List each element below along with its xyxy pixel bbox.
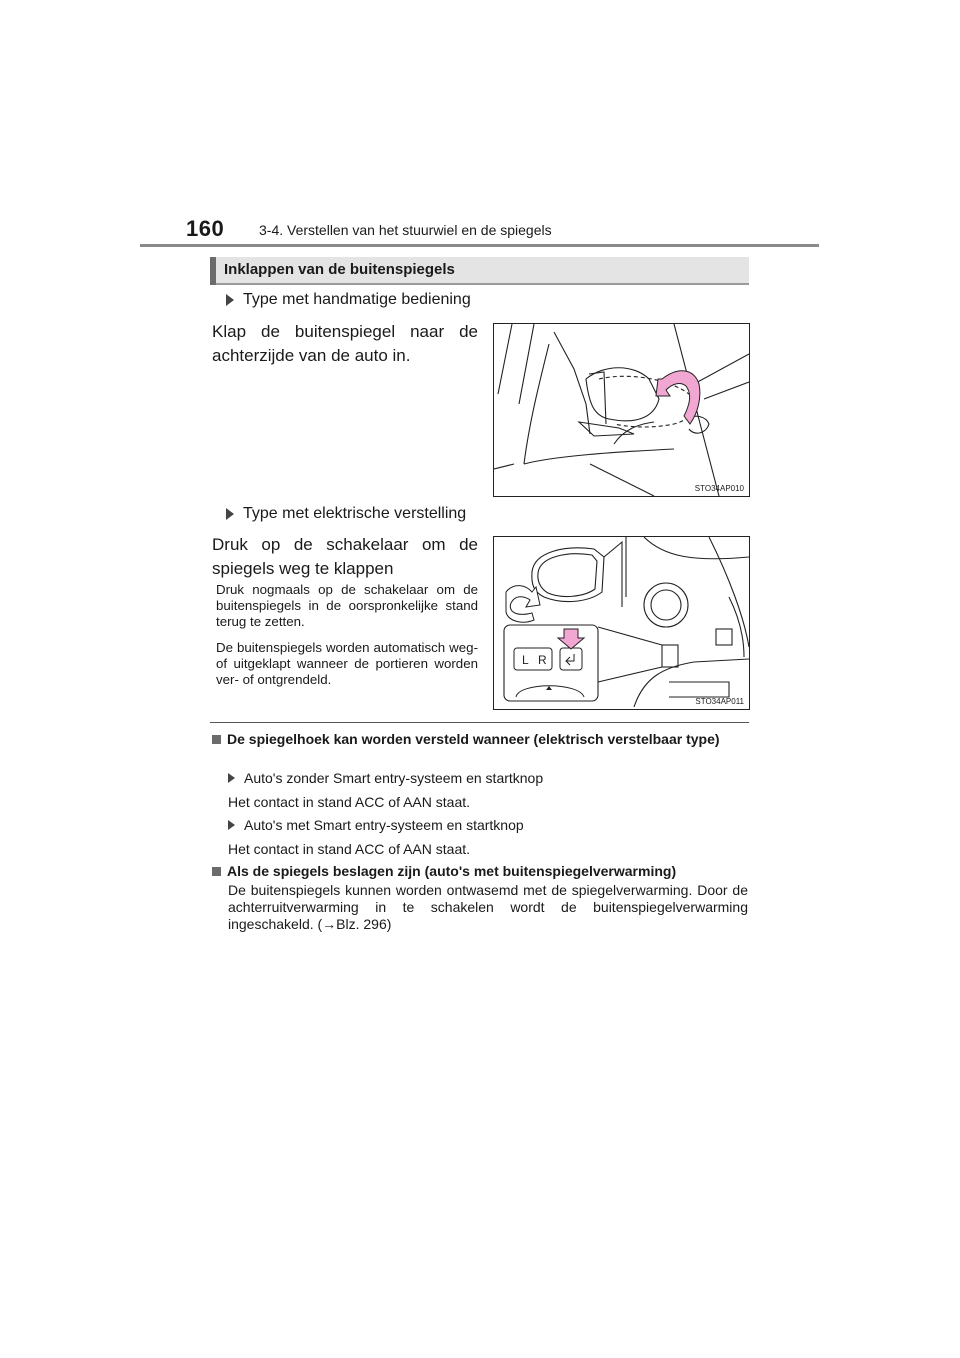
switch-label-left: L	[522, 653, 529, 667]
chapter-title: 3-4. Verstellen van het stuurwiel en de spiegels	[259, 222, 552, 238]
square-bullet-icon	[212, 867, 221, 876]
figure-code: STO34AP010	[694, 484, 744, 493]
info-divider	[210, 722, 749, 723]
triangle-bullet-icon	[226, 294, 234, 306]
manual-mirror-figure	[493, 323, 750, 497]
electric-instruction: Druk op de schakelaar om de spiegels weg te klappen	[212, 535, 478, 578]
header-divider	[140, 244, 819, 247]
section-marker	[210, 257, 216, 285]
info-sub-2-text: Auto's met Smart entry-systeem en startknop	[244, 817, 524, 833]
electric-type-heading	[226, 505, 466, 523]
power-fold-switch-illustration	[494, 537, 749, 709]
manual-type-heading	[226, 291, 471, 309]
page-number: 160	[186, 216, 225, 241]
manual-type-label: Type met handmatige bediening	[243, 291, 471, 308]
triangle-bullet-icon	[226, 508, 234, 520]
info-title-2-text: Als de spiegels beslagen zijn (auto's met buitenspiegelverwarming)	[227, 863, 677, 879]
info-sub-1	[228, 770, 543, 786]
electric-note-1: Druk nogmaals op de schakelaar om de buitenspiegels in de oorspronkelijke stand terug te zetten.	[216, 582, 478, 629]
electric-note-2: De buitenspiegels worden automatisch weg- of uitgeklapt wanneer de portieren worden ver- of ontgrendeld.	[216, 640, 478, 687]
switch-label-right: R	[538, 653, 547, 667]
info-sub-1-text: Auto's zonder Smart entry-systeem en startknop	[244, 770, 544, 786]
info-title-1-text: De spiegelhoek kan worden versteld wanneer (elektrisch verstelbaar type)	[227, 731, 720, 747]
manual-instruction: Klap de buitenspiegel naar de achterzijde van de auto in.	[212, 322, 478, 365]
section-heading	[210, 257, 749, 285]
triangle-bullet-icon	[228, 820, 235, 830]
folding-mirror-illustration	[494, 324, 749, 496]
info-title-1	[212, 731, 749, 748]
info-sub-2	[228, 817, 524, 833]
info-title-2	[212, 863, 749, 880]
electric-type-label: Type met elektrische verstelling	[243, 505, 467, 522]
info-text-1: Het contact in stand ACC of AAN staat.	[228, 794, 471, 810]
info-text-2: Het contact in stand ACC of AAN staat.	[228, 841, 471, 857]
triangle-bullet-icon	[228, 773, 235, 783]
figure-code: STO34AP011	[695, 697, 744, 706]
square-bullet-icon	[212, 735, 221, 744]
electric-mirror-figure	[493, 536, 750, 710]
info-text-3: De buitenspiegels kunnen worden ontwasemd met de spiegelverwarming. Door de achterruitverwarming in te schakelen wordt de buitenspiegelverwarming ingeschakeld. (→Blz. 296)	[228, 882, 748, 932]
section-title: Inklappen van de buitenspiegels	[224, 261, 455, 278]
